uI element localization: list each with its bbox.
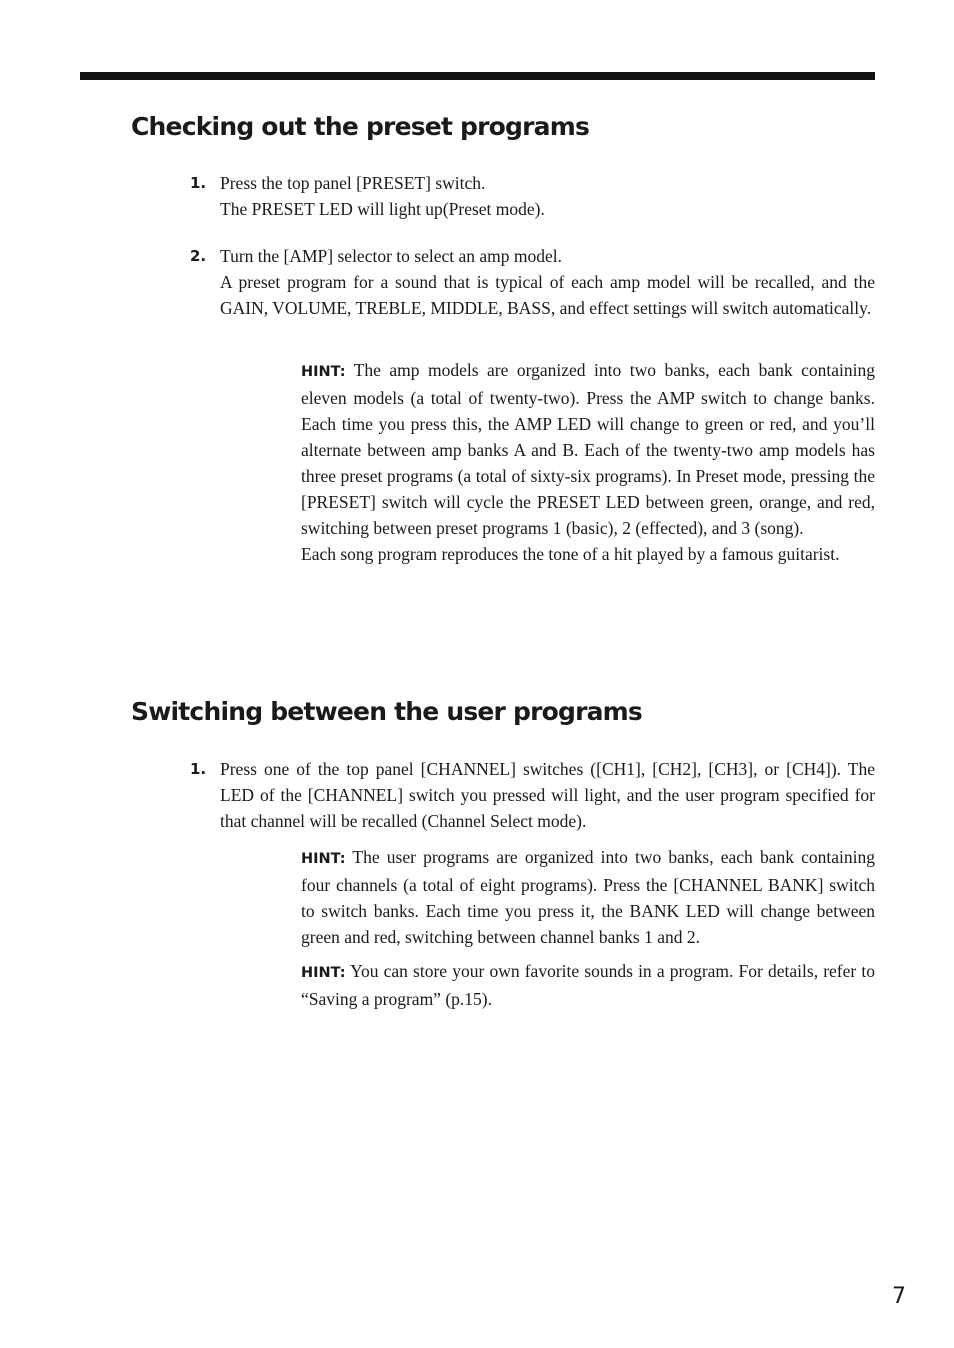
step-number: 2.: [190, 247, 207, 265]
step-text: Press one of the top panel [CHANNEL] switches ([CH1], [CH2], [CH3], or [CH4]). The LED of the [CHANNEL] switch you pressed will light, and the user program specified for that channel will be recalled (Channel Select mode).: [220, 759, 875, 831]
step-1-user: [190, 756, 875, 834]
step-body: [220, 170, 875, 222]
hint-text: The amp models are organized into two banks, each bank containing eleven models (a total of twenty-two). Press the AMP switch to change banks. Each time you press this, the AMP LED will change to green or red, and you’ll alternate between amp banks A and B. Each of the twenty-two amp models has three preset programs (a total of sixty-six programs). In Preset mode, pressing the [PRESET] switch will cycle the PRESET LED between green, orange, and red, switching between preset programs 1 (basic), 2 (effected), and 3 (song).: [301, 360, 876, 538]
section-title-preset: Checking out the preset programs: [131, 112, 590, 141]
hint-text: You can store your own favorite sounds in a program. For details, refer to “Saving a program” (p.15).: [301, 961, 875, 1009]
hint-label: HINT:: [301, 851, 346, 867]
hint-label: HINT:: [301, 364, 346, 380]
section-title-user: Switching between the user programs: [131, 697, 643, 726]
hint-preset: [301, 357, 875, 567]
step-body: [220, 756, 875, 834]
hint-text: Each song program reproduces the tone of a hit played by a famous guitarist.: [301, 544, 840, 564]
step-text: Press the top panel [PRESET] switch.: [220, 173, 486, 193]
step-text: The PRESET LED will light up(Preset mode).: [220, 199, 545, 219]
step-text: Turn the [AMP] selector to select an amp model.: [220, 246, 562, 266]
step-number: 1.: [190, 760, 207, 778]
step-2-preset: [190, 243, 875, 321]
hint-saving: [301, 958, 875, 1012]
step-body: [220, 243, 875, 321]
hint-user-banks: [301, 844, 875, 950]
step-text: A preset program for a sound that is typical of each amp model will be recalled, and the GAIN, VOLUME, TREBLE, MIDDLE, BASS, and effect settings will switch automatically.: [220, 272, 875, 318]
hint-label: HINT:: [301, 965, 346, 981]
hint-text: The user programs are organized into two banks, each bank containing four channels (a total of eight programs). Press the [CHANNEL BANK] switch to switch banks. Each time you press it, the BANK LED will change between green and red, switching between channel banks 1 and 2.: [301, 847, 875, 947]
step-number: 1.: [190, 174, 207, 192]
top-rule: [80, 72, 875, 80]
step-1-preset: [190, 170, 875, 222]
page-number: 7: [892, 1284, 906, 1309]
